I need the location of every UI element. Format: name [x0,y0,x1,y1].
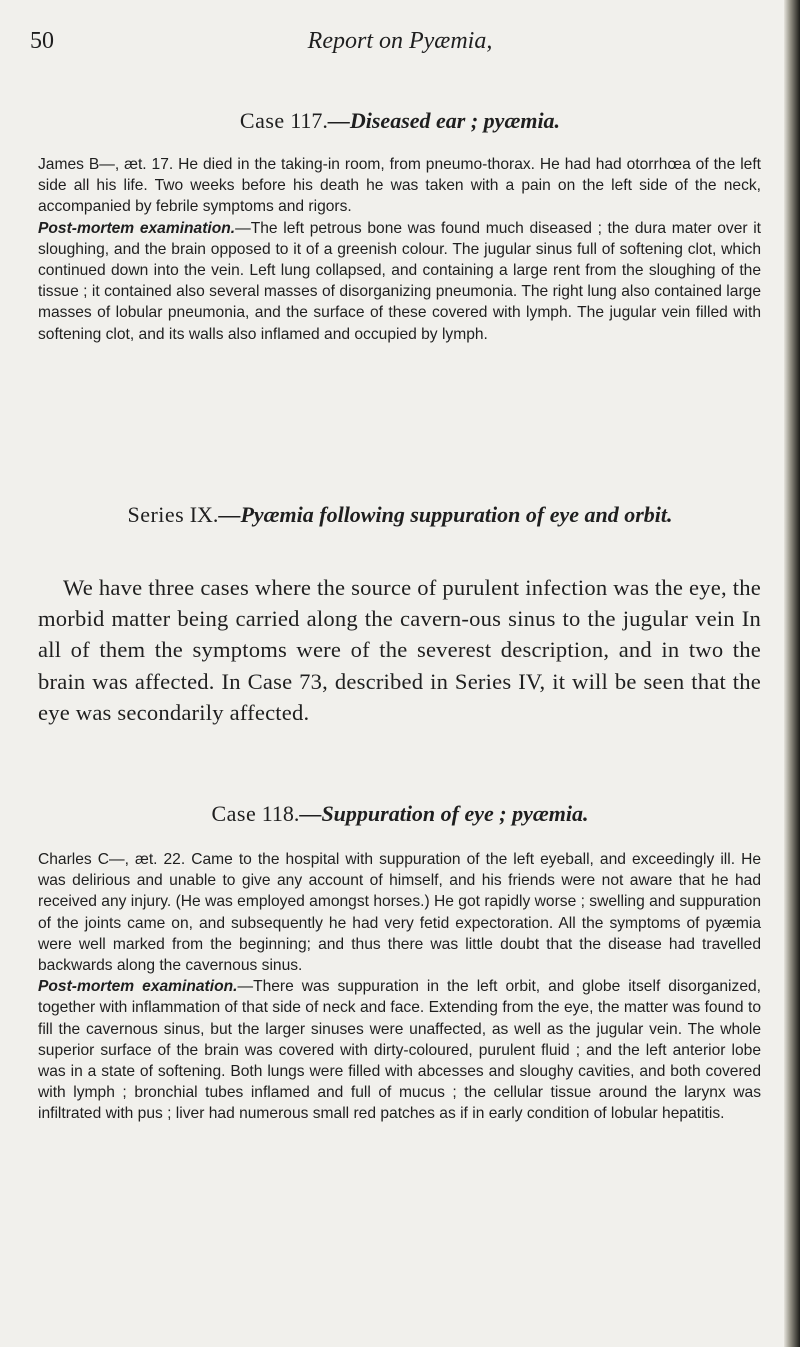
case-118-body [38,849,761,1125]
series-9-title: —Pyæmia following suppuration of eye and orbit. [218,502,673,527]
case-118-number: 118. [261,801,300,826]
series-9-number: IX. [189,502,219,527]
series-9-heading [0,501,800,529]
case-118-postmortem-text: —There was suppuration in the left orbit, and globe itself disorganized, together with inflammation of that side of neck and face. Extending from the eye, the matter was found to fill the cavernous sinus, but the larger sinuses were unaffected, as well as the jugular vein. The whole superior surface of the brain was covered with dirty-coloured, purulent fluid ; and the left anterior lobe was in a state of softening. Both lungs were filled with abcesses and sloughy cavities, and both covered with lymph ; bronchial tubes inflamed and full of mucus ; the cellular tissue around the larynx was infiltrated with pus ; liver had numerous small red patches as if in early condition of lobular hepatitis. [38,978,761,1123]
case-118-history: Charles C—, æt. 22. Came to the hospital with suppuration of the left eyeball, and exceedingly ill. He was delirious and unable to give any account of himself, and his friends were not aware that he had received any injury. (He was employed amongst horses.) He got rapidly worse ; swelling and suppuration of the joints came on, and subsequently he had very fetid expectoration. All the symptoms of pyæmia were well marked from the beginning; and thus there was little doubt that the disease had travelled backwards along the cavernous sinus. [38,851,761,975]
case-117-heading [0,108,800,134]
case-117-title: —Diseased ear ; pyæmia. [327,108,561,133]
case-117-history: James B—, æt. 17. He died in the taking-in room, from pneumo-thorax. He had had otorrhœa of the left side all his life. Two weeks before his death he was taken with a pain on the left side of the neck, accompanied by febrile symptoms and rigors. [38,156,761,216]
case-117-postmortem-lead: Post-mortem examination. [38,219,236,237]
series-9-paragraph: We have three cases where the source of purulent infection was the eye, the morbid matter being carried along the cavern-ous sinus to the jugular vein In all of them the symptoms were of the severest description, and in two the brain was affected. In Case 73, described in Series IV, it will be seen that the eye was secondarily affected. [38,575,761,725]
case-117-number: 117. [290,108,328,133]
case-118-title: —Suppuration of eye ; pyæmia. [299,801,589,826]
case-117-postmortem-text: —The left petrous bone was found much diseased ; the dura mater over it sloughing, and the brain opposed to it of a greenish colour. The jugular sinus full of softening clot, which continued down into the vein. Left lung collapsed, and containing a large rent from the sloughing of the tissue ; it contained also several masses of disorganizing pneumonia. The right lung also contained large masses of lobular pneumonia, and the surface of these covered with lymph. The jugular vein filled with softening clot, and its walls also inflamed and occupied by lymph. [38,219,761,343]
case-118-postmortem [38,976,761,1124]
case-117-postmortem [38,218,761,345]
series-9-label: Series [127,502,185,527]
case-118-heading [0,801,800,827]
running-title: Report on Pyæmia, [307,28,493,54]
running-head [30,28,770,58]
case-117-label: Case [239,108,285,133]
series-9-intro [38,572,761,728]
case-118-label: Case [211,801,257,826]
case-117-body [38,154,761,345]
page-edge-shadow [784,0,800,1347]
page-number: 50 [30,28,54,54]
case-118-postmortem-lead: Post-mortem examination. [38,978,238,996]
